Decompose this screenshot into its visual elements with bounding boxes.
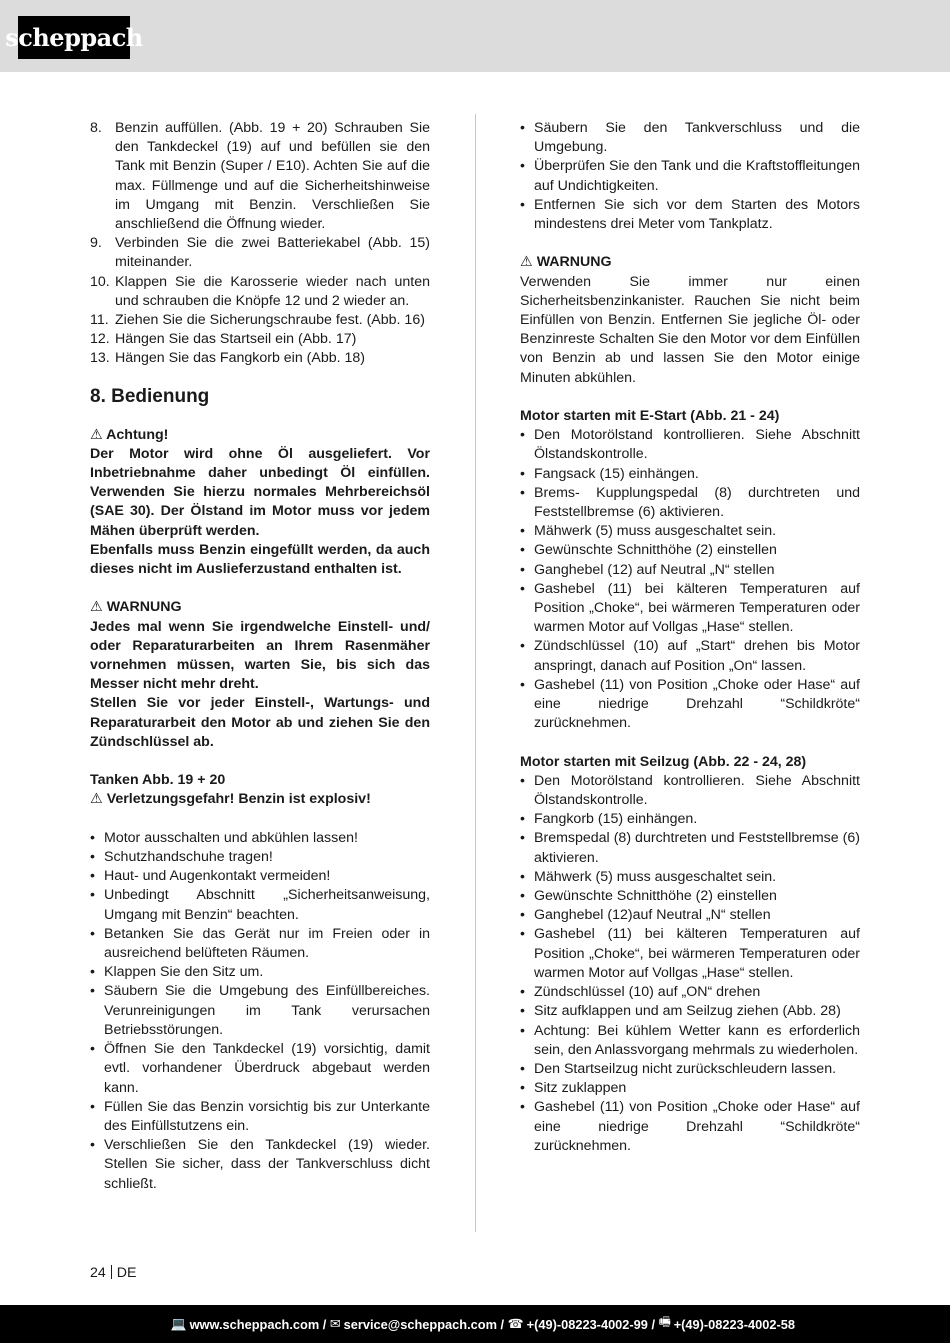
list-item: • Gewünschte Schnitthöhe (2) einstellen: [520, 887, 860, 906]
column-divider: [475, 114, 476, 1232]
list-item: • Säubern Sie die Umgebung des Einfüllbereiches. Verunreinigungen im Tank verursachen Betriebsstörungen.: [90, 982, 430, 1040]
list-item: • Mähwerk (5) muss ausgeschaltet sein.: [520, 868, 860, 887]
achtung-text: Der Motor wird ohne Öl ausgeliefert. Vor Inbetriebnahme daher unbedingt Öl einfüllen. Verwenden Sie hierzu normales Mehrbereichsöl (SAE 30). Der Ölstand im Motor muss vor jedem Mähen überprüft werden.: [90, 445, 430, 539]
warnung-text-right: Verwenden Sie immer nur einen Sicherheitsbenzinkanister. Rauchen Sie nicht beim Einfüllen von Benzin. Entfernen Sie jegliche Öl- oder Benzinreste Schalten Sie den Motor vor dem Einfüllen von Benzin ab und lassen Sie den Motor einige Minuten abkühlen.: [520, 273, 860, 386]
list-item: • Klappen Sie den Sitz um.: [90, 963, 430, 982]
list-item: • Zündschlüssel (10) auf „Start“ drehen bis Motor anspringt, danach auf Position „On“ lassen.: [520, 637, 860, 675]
list-item: • Gashebel (11) von Position „Choke oder Hase“ auf eine niedrige Drehzahl “Schildkröte“ zurücknehmen.: [520, 676, 860, 734]
list-item: 13. Hängen Sie das Fangkorb ein (Abb. 18): [90, 350, 366, 367]
list-item: • Gashebel (11) bei kälteren Temperaturen auf Position „Choke“, bei wärmeren Temperaturen oder warmen Motor auf Vollgas „Hase“ stellen.: [520, 925, 860, 983]
list-item: • Öffnen Sie den Tankdeckel (19) vorsichtig, damit evtl. vorhandener Überdruck abgebaut werden kann.: [90, 1040, 430, 1098]
footer-fax: +(49)-08223-4002-58: [673, 1316, 795, 1332]
list-item: 8. Benzin auffüllen. (Abb. 19 + 20) Schrauben Sie den Tankdeckel (19) auf und befüllen sie den Tank mit Benzin (Super / E10). Achten Sie auf die max. Füllmenge und auf die Sicherheitshinweise im Umgang mit Benzin. Verschließen Sie anschließend die Öffnung wieder.: [90, 120, 430, 233]
list-item: • Fangkorb (15) einhängen.: [520, 810, 860, 829]
list-item: • Säubern Sie den Tankverschluss und die Umgebung.: [520, 119, 860, 157]
list-item: • Achtung: Bei kühlem Wetter kann es erforderlich sein, den Anlassvorgang mehrmals zu wiederholen.: [520, 1022, 860, 1060]
page-number: 24 DE: [90, 1265, 137, 1281]
list-item: • Unbedingt Abschnitt „Sicherheitsanweisung, Umgang mit Benzin“ beachten.: [90, 886, 430, 924]
list-item: • Gashebel (11) bei kälteren Temperaturen auf Position „Choke“, bei wärmeren Temperaturen oder warmen Motor auf Vollgas „Hase“ stellen.: [520, 580, 860, 638]
scheppach-logo: scheppach: [18, 16, 130, 59]
mail-icon: ✉: [329, 1316, 341, 1331]
footer-email[interactable]: service@scheppach.com /: [343, 1316, 505, 1332]
list-item: • Sitz aufklappen und am Seilzug ziehen (Abb. 28): [520, 1002, 860, 1021]
list-item: • Füllen Sie das Benzin vorsichtig bis zur Unterkante des Einfüllstutzens ein.: [90, 1098, 430, 1136]
list-item: 10. Klappen Sie die Karosserie wieder nach unten und schrauben die Knöpfe 12 und 2 wieder an.: [90, 273, 430, 309]
estart-bullet-list: [520, 426, 860, 733]
list-item: • Gashebel (11) von Position „Choke oder Hase“ auf eine niedrige Drehzahl “Schildkröte“ zurücknehmen.: [520, 1098, 860, 1156]
computer-icon: 💻: [170, 1316, 187, 1331]
left-column: [90, 119, 430, 1194]
warnung-text-2: Stellen Sie vor jeder Einstell-, Wartungs- und Reparaturarbeit den Motor ab und ziehen Sie den Zündschlüssel ab.: [90, 695, 430, 750]
tanken-title: Tanken Abb. 19 + 20: [90, 772, 226, 789]
list-item: • Den Motorölstand kontrollieren. Siehe Abschnitt Ölstandskontrolle.: [520, 772, 860, 810]
list-item: • Brems- Kupplungspedal (8) durchtreten und Feststellbremse (6) aktivieren.: [520, 484, 860, 522]
list-item: • Ganghebel (12) auf Neutral „N“ stellen: [520, 561, 860, 580]
list-item: • Schutzhandschuhe tragen!: [90, 848, 430, 867]
right-column: [520, 119, 860, 1156]
list-item: • Betanken Sie das Gerät nur im Freien oder in ausreichend belüfteten Räumen.: [90, 925, 430, 963]
list-item: • Den Startseilzug nicht zurückschleudern lassen.: [520, 1060, 860, 1079]
fax-icon: 🖷: [658, 1314, 671, 1329]
list-item: • Bremspedal (8) durchtreten und Feststellbremse (6) aktivieren.: [520, 829, 860, 867]
tank-check-bullet-list: [520, 119, 860, 234]
assembly-steps-list: [90, 119, 430, 369]
list-item: 11. Ziehen Sie die Sicherungschraube fest. (Abb. 16): [90, 312, 425, 329]
list-item: • Zündschlüssel (10) auf „ON“ drehen: [520, 983, 860, 1002]
seilzug-title: Motor starten mit Seilzug (Abb. 22 - 24, 28): [520, 753, 807, 770]
footer-web[interactable]: www.scheppach.com /: [189, 1316, 327, 1332]
achtung-text-2: Ebenfalls muss Benzin eingefüllt werden, da auch dieses nicht im Auslieferzustand enthalten ist.: [90, 541, 430, 578]
footer-contact-bar: [0, 1305, 950, 1343]
tanken-bullet-list: [90, 829, 430, 1194]
list-item: 9. Verbinden Sie die zwei Batteriekabel (Abb. 15) miteinander.: [90, 235, 430, 271]
warning-triangle-icon: ⚠: [520, 254, 533, 271]
phone-icon: ☎: [507, 1316, 524, 1331]
list-item: • Mähwerk (5) muss ausgeschaltet sein.: [520, 522, 860, 541]
warnung-heading-right: ⚠ WARNUNG: [520, 254, 612, 271]
footer-phone: +(49)-08223-4002-99 /: [526, 1316, 656, 1332]
section-title: 8. Bedienung: [90, 385, 210, 407]
list-item: • Verschließen Sie den Tankdeckel (19) wieder. Stellen Sie sicher, dass der Tankverschluss dicht schließt.: [90, 1136, 430, 1194]
achtung-heading: ⚠ Achtung!: [90, 426, 169, 443]
warnung-text: Jedes mal wenn Sie irgendwelche Einstell- und/ oder Reparaturarbeiten an Ihrem Rasenmäher vornehmen müssen, warten Sie, bis sich das Messer nicht mehr dreht.: [90, 618, 430, 693]
list-item: • Haut- und Augenkontakt vermeiden!: [90, 867, 430, 886]
list-item: • Motor ausschalten und abkühlen lassen!: [90, 829, 430, 848]
warnung-heading: ⚠ WARNUNG: [90, 599, 182, 616]
list-item: • Gewünschte Schnitthöhe (2) einstellen: [520, 541, 860, 560]
warning-triangle-icon: ⚠: [90, 791, 103, 808]
list-item: 12. Hängen Sie das Startseil ein (Abb. 17): [90, 331, 357, 348]
warning-triangle-icon: ⚠: [90, 426, 103, 443]
list-item: • Überprüfen Sie den Tank und die Kraftstoffleitungen auf Undichtigkeiten.: [520, 157, 860, 195]
list-item: • Sitz zuklappen: [520, 1079, 860, 1098]
list-item: • Fangsack (15) einhängen.: [520, 465, 860, 484]
estart-title: Motor starten mit E-Start (Abb. 21 - 24): [520, 408, 780, 425]
seilzug-bullet-list: [520, 772, 860, 1156]
list-item: • Entfernen Sie sich vor dem Starten des Motors mindestens drei Meter vom Tankplatz.: [520, 196, 860, 234]
list-item: • Ganghebel (12)auf Neutral „N“ stellen: [520, 906, 860, 925]
tanken-warning: ⚠ Verletzungsgefahr! Benzin ist explosiv!: [90, 791, 371, 808]
warning-triangle-icon: ⚠: [90, 599, 103, 616]
list-item: • Den Motorölstand kontrollieren. Siehe Abschnitt Ölstandskontrolle.: [520, 426, 860, 464]
